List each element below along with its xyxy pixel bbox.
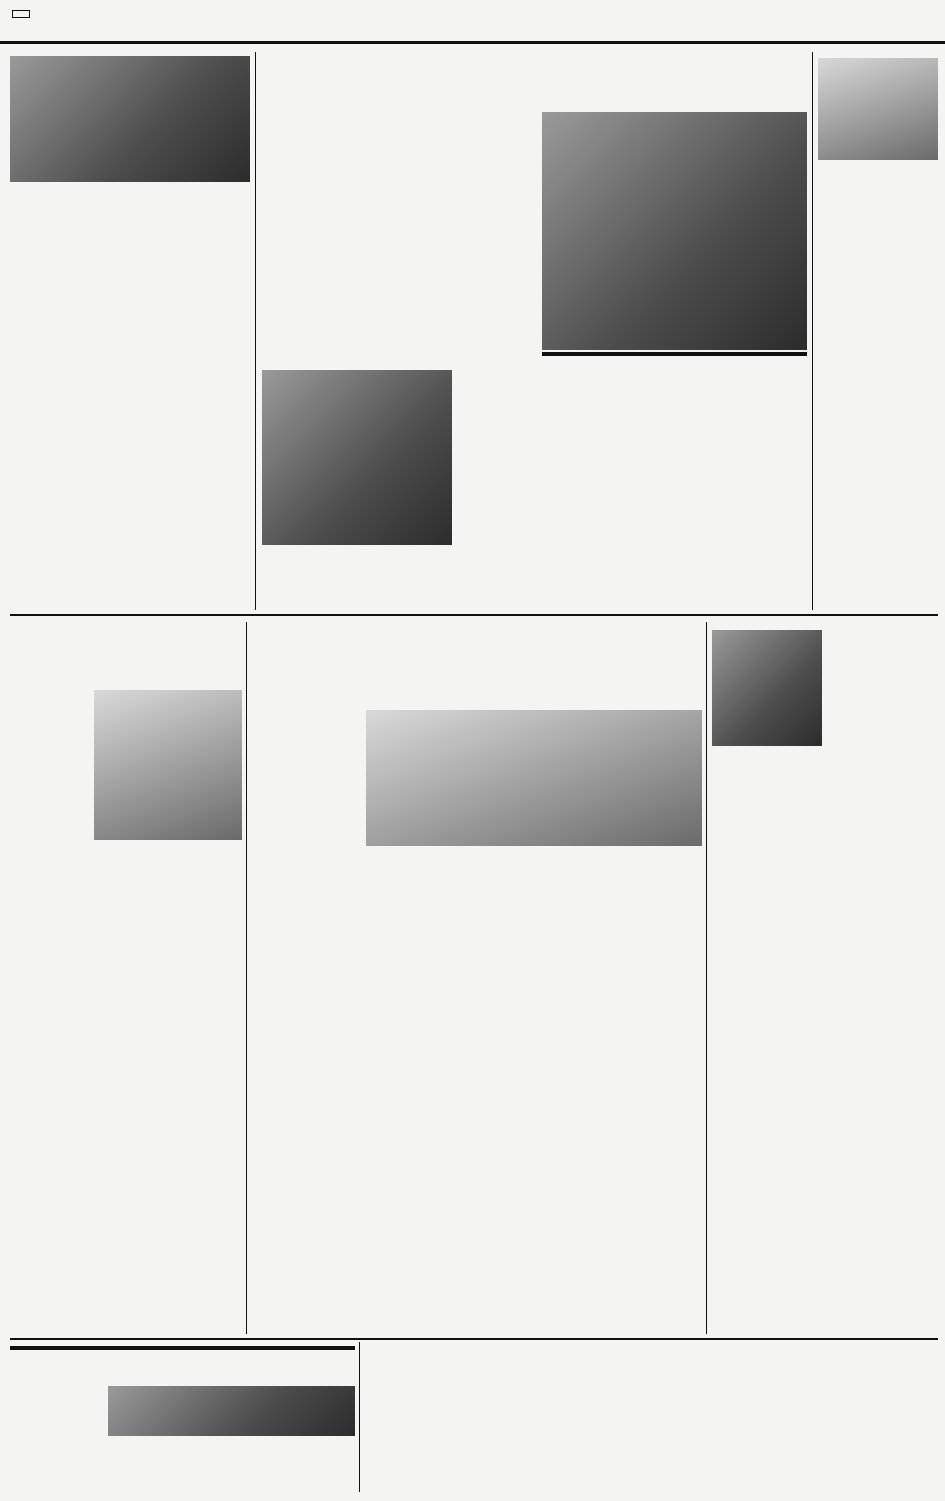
photo-caption [542, 352, 807, 356]
rashifal [364, 1342, 938, 1492]
column-divider [255, 52, 256, 610]
airport-story [10, 1342, 355, 1492]
subheadline [10, 1346, 355, 1350]
section-rule [10, 614, 938, 616]
masthead [0, 0, 945, 44]
nia-raid-photo [10, 56, 250, 182]
column-divider [812, 52, 813, 610]
column-divider [359, 1342, 360, 1492]
rg-kar-photo [262, 370, 452, 545]
story-siddaramaiah [818, 52, 938, 610]
police-station-photo [542, 112, 807, 350]
story-drdo [712, 622, 938, 1334]
airport-photo [108, 1386, 355, 1436]
column-divider [706, 622, 707, 1334]
leaders-photo [366, 710, 702, 846]
story-bengal [262, 52, 807, 610]
paper-name [12, 10, 30, 18]
story-nia [10, 52, 250, 610]
siddaramaiah-photo [818, 58, 938, 160]
